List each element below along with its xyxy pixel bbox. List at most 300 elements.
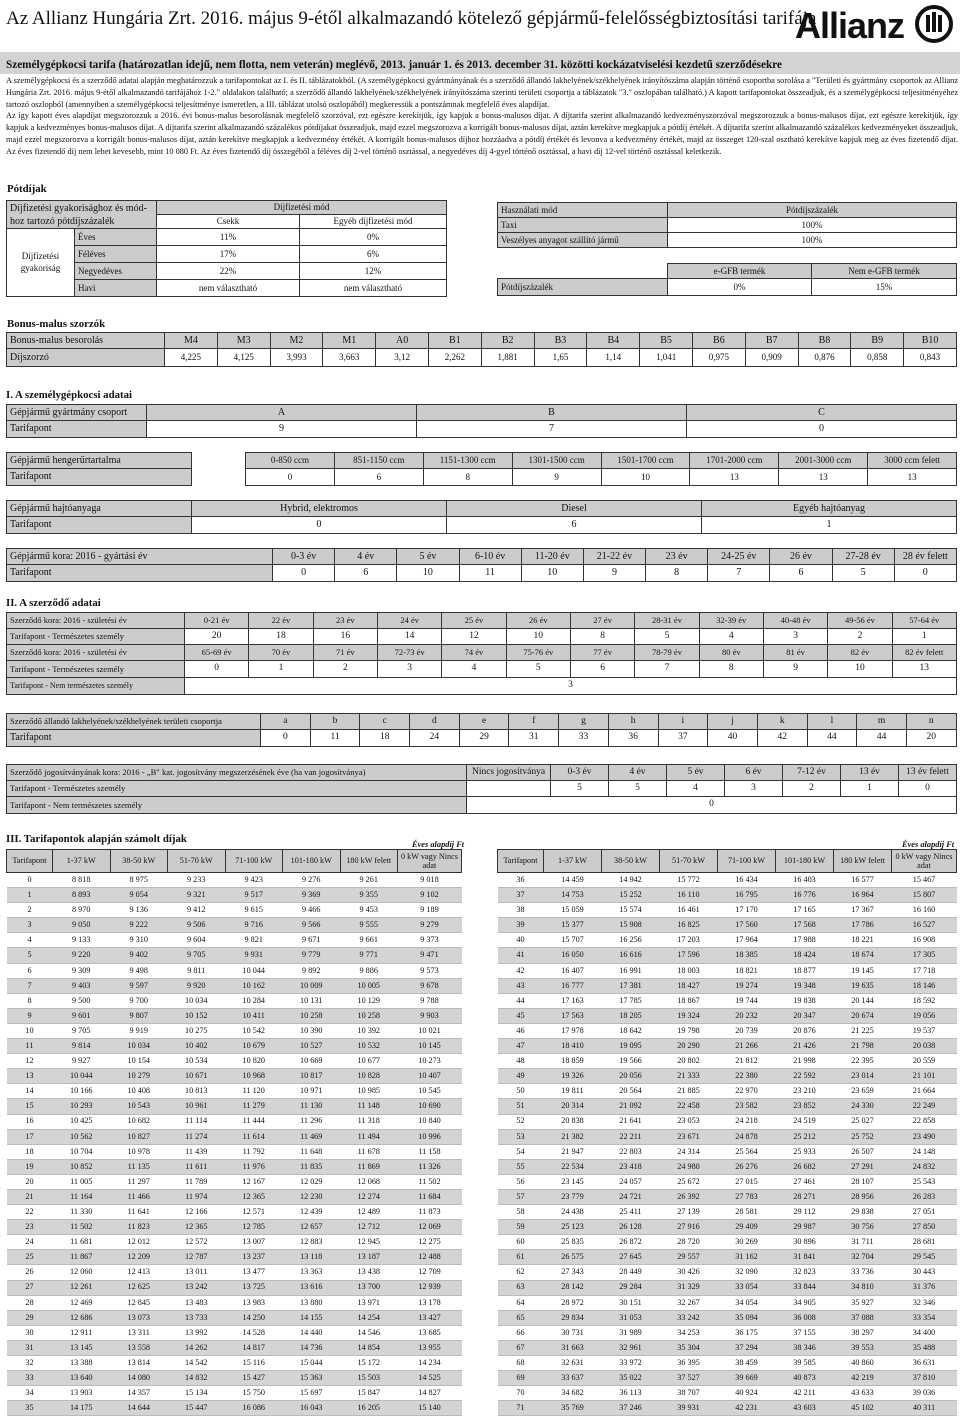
fee-value: 15 772 <box>660 873 718 888</box>
fee-tarifapont: 13 <box>7 1069 53 1084</box>
fee-value: 24 330 <box>834 1099 892 1114</box>
fee-value: 9 402 <box>110 948 168 963</box>
c-age-label: Szerződő kora: 2016 - születési év <box>7 613 185 629</box>
make-col: B <box>417 405 687 421</box>
table-row <box>7 1356 462 1371</box>
fee-value: 12 012 <box>110 1235 168 1250</box>
fee-value: 17 563 <box>544 1008 602 1023</box>
fee-value: 20 559 <box>892 1054 957 1069</box>
bm-factor: 1,65 <box>534 349 587 367</box>
fee-tarifapont: 50 <box>498 1084 544 1099</box>
c-age-pt: 3 <box>763 629 827 645</box>
fee-value: 19 744 <box>718 993 776 1008</box>
fee-value: 10 402 <box>168 1039 226 1054</box>
c-age-col: 23 év <box>313 613 377 629</box>
fee-tarifapont: 59 <box>498 1220 544 1235</box>
bm-factor: 3,12 <box>376 349 429 367</box>
fee-value: 9 661 <box>340 933 398 948</box>
table-row <box>7 1340 462 1355</box>
fee-value: 13 558 <box>110 1340 168 1355</box>
fee-value: 16 086 <box>225 1401 283 1416</box>
c-age-pt: 4 <box>442 661 506 678</box>
table-row <box>7 1280 462 1295</box>
fee-value: 40 924 <box>718 1386 776 1401</box>
fee-value: 10 996 <box>398 1129 462 1144</box>
make-group-table <box>6 404 957 438</box>
fee-tarifapont: 51 <box>498 1099 544 1114</box>
fee-value: 19 145 <box>834 963 892 978</box>
fee-value: 21 947 <box>544 1144 602 1159</box>
table-row <box>7 1250 462 1265</box>
c-age-col: 82 év felett <box>892 645 956 661</box>
fee-header: Tarifapont <box>7 850 53 873</box>
fee-value: 15 134 <box>168 1386 226 1401</box>
fee-value: 11 974 <box>168 1189 226 1204</box>
c-age-col: 24 év <box>377 613 441 629</box>
region-col: h <box>608 714 658 730</box>
gfb-value: 15% <box>812 279 957 296</box>
logo-text: Allianz <box>795 5 905 46</box>
car-age-pt: 10 <box>521 565 583 582</box>
fee-value: 14 234 <box>398 1356 462 1371</box>
fee-value: 19 537 <box>892 1023 957 1038</box>
gfb-col: e-GFB termék <box>668 264 812 279</box>
fee-value: 13 388 <box>53 1356 111 1371</box>
fee-value: 17 367 <box>834 903 892 918</box>
fee-value: 17 568 <box>776 918 834 933</box>
gfb-value: 0% <box>668 279 812 296</box>
fee-tarifapont: 7 <box>7 978 53 993</box>
fee-value: 15 059 <box>544 903 602 918</box>
fee-value: 25 212 <box>776 1129 834 1144</box>
fee-value: 11 274 <box>168 1129 226 1144</box>
fee-value: 10 682 <box>110 1114 168 1129</box>
fee-tarifapont: 54 <box>498 1144 544 1159</box>
fee-value: 25 543 <box>892 1174 957 1189</box>
fee-value: 11 502 <box>398 1174 462 1189</box>
fee-value: 19 095 <box>602 1039 660 1054</box>
fee-value: 24 218 <box>718 1114 776 1129</box>
fee-value: 9 615 <box>225 903 283 918</box>
fee-value: 9 369 <box>283 888 341 903</box>
ccm-pt: 13 <box>868 469 957 486</box>
fee-value: 12 274 <box>340 1189 398 1204</box>
fee-value: 28 581 <box>718 1205 776 1220</box>
bm-factor: 2,262 <box>428 349 481 367</box>
fee-value: 13 242 <box>168 1280 226 1295</box>
fee-value: 39 553 <box>834 1340 892 1355</box>
fee-value: 21 641 <box>602 1114 660 1129</box>
fee-value: 30 426 <box>660 1265 718 1280</box>
fee-value: 19 798 <box>660 1023 718 1038</box>
fee-value: 15 467 <box>892 873 957 888</box>
fee-value: 26 128 <box>602 1220 660 1235</box>
c-age-pt: 10 <box>506 629 570 645</box>
fee-value: 14 854 <box>340 1340 398 1355</box>
fee-header: 0 kW vagy Nincs adat <box>398 850 462 873</box>
usage-surcharge-table <box>497 202 957 248</box>
fee-value: 9 814 <box>53 1039 111 1054</box>
fee-value: 31 053 <box>602 1310 660 1325</box>
fee-value: 10 527 <box>283 1039 341 1054</box>
fee-value: 17 381 <box>602 978 660 993</box>
fee-value: 16 407 <box>544 963 602 978</box>
fee-value: 27 461 <box>776 1174 834 1189</box>
fee-value: 10 961 <box>168 1099 226 1114</box>
table-row <box>7 1310 462 1325</box>
fee-tarifapont: 21 <box>7 1189 53 1204</box>
fee-value: 20 674 <box>834 1008 892 1023</box>
fee-value: 9 779 <box>283 948 341 963</box>
fee-value: 9 453 <box>340 903 398 918</box>
bm-class-label: Bonus-malus besorolás <box>7 333 165 349</box>
fee-value: 15 574 <box>602 903 660 918</box>
table-row <box>498 1008 957 1023</box>
fee-value: 19 326 <box>544 1069 602 1084</box>
fee-value: 10 034 <box>168 993 226 1008</box>
c-age-col: 27 év <box>570 613 634 629</box>
license-pt: 5 <box>609 781 667 797</box>
fee-value: 33 972 <box>602 1356 660 1371</box>
fee-value: 30 269 <box>718 1235 776 1250</box>
table-row <box>7 1144 462 1159</box>
table-row <box>498 1084 957 1099</box>
fee-value: 13 427 <box>398 1310 462 1325</box>
fee-value: 10 279 <box>110 1069 168 1084</box>
region-col: l <box>807 714 857 730</box>
table-row <box>498 888 957 903</box>
region-col: m <box>857 714 907 730</box>
fee-value: 40 311 <box>892 1401 957 1416</box>
fee-value: 42 211 <box>776 1386 834 1401</box>
c-age-col: 72-73 év <box>377 645 441 661</box>
fee-tarifapont: 22 <box>7 1205 53 1220</box>
table-row <box>7 1189 462 1204</box>
fee-value: 26 872 <box>602 1235 660 1250</box>
fee-value: 16 776 <box>776 888 834 903</box>
fee-value: 9 261 <box>340 873 398 888</box>
car-age-col: 11-20 év <box>521 549 583 565</box>
fee-tarifapont: 31 <box>7 1340 53 1355</box>
fee-value: 11 976 <box>225 1159 283 1174</box>
fee-value: 10 284 <box>225 993 283 1008</box>
page-title: Az Allianz Hungária Zrt. 2016. május 9-étől alkalmazandó kötelező gépjármű-felelősségbiztosítási tarifája <box>6 8 817 29</box>
fuel-pt: 1 <box>702 517 957 534</box>
fee-value: 14 542 <box>168 1356 226 1371</box>
region-pt: 20 <box>906 730 956 747</box>
c-age-non-value: 3 <box>185 678 957 695</box>
fee-value: 36 175 <box>718 1325 776 1340</box>
region-pt: 37 <box>658 730 708 747</box>
fee-value: 14 262 <box>168 1340 226 1355</box>
fee-value: 18 424 <box>776 948 834 963</box>
fee-value: 12 489 <box>340 1205 398 1220</box>
fee-value: 9 920 <box>168 978 226 993</box>
fee-value: 8 893 <box>53 888 111 903</box>
fee-value: 17 964 <box>718 933 776 948</box>
fee-value: 9 919 <box>110 1023 168 1038</box>
fee-value: 14 827 <box>398 1386 462 1401</box>
fee-value: 18 221 <box>834 933 892 948</box>
table-row <box>498 978 957 993</box>
freq-row-label: Éves <box>75 229 157 246</box>
contractor-age-table <box>6 612 957 695</box>
fee-value: 9 279 <box>398 918 462 933</box>
fee-tarifapont: 71 <box>498 1401 544 1416</box>
fee-value: 16 434 <box>718 873 776 888</box>
ccm-col: 1151-1300 ccm <box>423 453 512 469</box>
fee-value: 36 631 <box>892 1356 957 1371</box>
fee-value: 16 616 <box>602 948 660 963</box>
table-row <box>7 1401 462 1416</box>
license-blank <box>467 781 551 797</box>
region-col: k <box>757 714 807 730</box>
fee-value: 10 407 <box>398 1069 462 1084</box>
fee-tarifapont: 12 <box>7 1054 53 1069</box>
fee-value: 32 267 <box>660 1295 718 1310</box>
table-row <box>498 1295 957 1310</box>
fee-value: 33 054 <box>718 1280 776 1295</box>
table-row <box>498 993 957 1008</box>
region-col: j <box>708 714 758 730</box>
fee-header: Tarifapont <box>498 850 544 873</box>
fee-value: 32 823 <box>776 1265 834 1280</box>
fee-value: 14 250 <box>225 1310 283 1325</box>
bm-factor: 0,858 <box>851 349 904 367</box>
car-age-col: 5 év <box>397 549 459 565</box>
bm-factor: 4,225 <box>165 349 218 367</box>
table-row <box>7 1039 462 1054</box>
fee-value: 15 377 <box>544 918 602 933</box>
intro-paragraph-1: A személygépkocsi és a szerződő adatai alapján meghatározzuk a tarifapontokat az I. és II. táblázatokból. (A személygépkocsi gyártmányának és a szerződő állandó lakhelyének/székhelyének irányítószáma alapján történő csoportba sorolása a "Területi és gyártmány csoportok az Allianz Hungária Zrt. 2016. május 9-étől alkalmazandó tarifájához 1-2." oldalakon található; a szerződő állandó lakhelyének/székhelyének irányítószáma szerinti területi csoportja a táblázatok "3." oszlopában található.) A kapott tarifapontokat összeadjuk, és a személygépkocsi teljesítményéhez tartozó oszlopból (amennyiben a személygépkocsi teljesítménye ismeretlen, a III. táblázat utolsó oszlopából) megkeressük a pontszámnak megfelelő éves alapdíjat. <box>6 76 958 109</box>
table-row <box>498 1205 957 1220</box>
fee-value: 16 256 <box>602 933 660 948</box>
fee-value: 9 927 <box>53 1054 111 1069</box>
c-age-label: Szerződő kora: 2016 - születési év <box>7 645 185 661</box>
fee-value: 17 718 <box>892 963 957 978</box>
fee-value: 25 564 <box>718 1144 776 1159</box>
car-age-label: Gépjármű kora: 2016 - gyártási év <box>7 549 273 565</box>
fee-value: 11 494 <box>340 1129 398 1144</box>
fee-value: 10 166 <box>53 1084 111 1099</box>
table-row <box>7 903 462 918</box>
ccm-col: 3000 ccm felett <box>868 453 957 469</box>
fee-tarifapont: 44 <box>498 993 544 1008</box>
fee-value: 13 011 <box>168 1265 226 1280</box>
fee-value: 30 756 <box>834 1220 892 1235</box>
license-col: Nincs jogosítványa <box>467 765 551 781</box>
c-age-col: 0-21 év <box>185 613 249 629</box>
fee-tarifapont: 68 <box>498 1356 544 1371</box>
car-data-heading: I. A személygépkocsi adatai <box>6 389 132 401</box>
fee-value: 18 205 <box>602 1008 660 1023</box>
fee-value: 28 681 <box>892 1235 957 1250</box>
fee-value: 9 403 <box>53 978 111 993</box>
fee-value: 9 498 <box>110 963 168 978</box>
fee-value: 11 466 <box>110 1189 168 1204</box>
bm-factor: 0,876 <box>798 349 851 367</box>
c-age-tp-nat: Tarifapont - Természetes személy <box>7 629 185 645</box>
fees-heading: III. Tarifapontok alapján számolt díjak <box>6 833 187 845</box>
gfb-label: Pótdíjszázalék <box>498 279 668 296</box>
fee-value: 21 225 <box>834 1023 892 1038</box>
region-pt: 44 <box>807 730 857 747</box>
table-row <box>498 1386 957 1401</box>
ccm-pt: 8 <box>423 469 512 486</box>
fee-tarifapont: 17 <box>7 1129 53 1144</box>
fee-header: 1-37 kW <box>53 850 111 873</box>
bm-factor: 1,881 <box>481 349 534 367</box>
fee-tarifapont: 64 <box>498 1295 544 1310</box>
fee-value: 26 276 <box>718 1159 776 1174</box>
bm-class: A0 <box>376 333 429 349</box>
fee-value: 25 752 <box>834 1129 892 1144</box>
fee-value: 9 050 <box>53 918 111 933</box>
fee-tarifapont: 43 <box>498 978 544 993</box>
fee-value: 10 677 <box>340 1054 398 1069</box>
fee-value: 18 674 <box>834 948 892 963</box>
bm-class: B6 <box>692 333 745 349</box>
fee-value: 26 682 <box>776 1159 834 1174</box>
fee-value: 13 616 <box>283 1280 341 1295</box>
table-row <box>7 1054 462 1069</box>
c-age-col: 82 év <box>828 645 892 661</box>
fee-value: 42 219 <box>834 1371 892 1386</box>
fee-tarifapont: 39 <box>498 918 544 933</box>
fee-value: 36 008 <box>776 1310 834 1325</box>
fee-value: 12 787 <box>168 1250 226 1265</box>
fee-tarifapont: 1 <box>7 888 53 903</box>
fee-tarifapont: 29 <box>7 1310 53 1325</box>
fee-value: 29 987 <box>776 1220 834 1235</box>
fee-value: 12 488 <box>398 1250 462 1265</box>
fee-value: 12 709 <box>398 1265 462 1280</box>
fee-value: 29 557 <box>660 1250 718 1265</box>
fee-value: 13 477 <box>225 1265 283 1280</box>
fee-value: 9 133 <box>53 933 111 948</box>
car-age-col: 26 év <box>770 549 832 565</box>
fee-tarifapont: 18 <box>7 1144 53 1159</box>
c-age-col: 78-79 év <box>635 645 699 661</box>
fee-value: 10 005 <box>340 978 398 993</box>
fee-header: 101-180 kW <box>776 850 834 873</box>
fee-value: 14 546 <box>340 1325 398 1340</box>
use-label: Veszélyes anyagot szállító jármű <box>498 233 668 248</box>
fee-value: 19 811 <box>544 1084 602 1099</box>
fee-value: 18 821 <box>718 963 776 978</box>
fee-value: 35 488 <box>892 1340 957 1355</box>
fee-value: 12 939 <box>398 1280 462 1295</box>
license-col: 5 év <box>667 765 725 781</box>
fee-value: 10 044 <box>53 1069 111 1084</box>
bm-factor: 0,843 <box>904 349 957 367</box>
fee-value: 28 956 <box>834 1189 892 1204</box>
table-row <box>7 978 462 993</box>
fee-tarifapont: 26 <box>7 1265 53 1280</box>
region-pt: 33 <box>559 730 609 747</box>
fee-value: 38 707 <box>660 1386 718 1401</box>
license-col: 6 év <box>725 765 783 781</box>
fee-value: 12 029 <box>283 1174 341 1189</box>
use-header: Pótdíjszázalék <box>668 203 957 218</box>
table-row <box>7 1205 462 1220</box>
fee-value: 22 803 <box>602 1144 660 1159</box>
region-pt: 31 <box>509 730 559 747</box>
fee-value: 25 672 <box>660 1174 718 1189</box>
annual-fee-note-left: Éves alapdíj Ft <box>412 840 465 849</box>
license-pt: 2 <box>783 781 841 797</box>
table-row <box>498 1220 957 1235</box>
fee-value: 17 988 <box>776 933 834 948</box>
fee-value: 21 426 <box>776 1039 834 1054</box>
fee-tarifapont: 16 <box>7 1114 53 1129</box>
fee-value: 11 120 <box>225 1084 283 1099</box>
fee-value: 22 380 <box>718 1069 776 1084</box>
fee-value: 10 562 <box>53 1129 111 1144</box>
c-age-pt: 0 <box>185 661 249 678</box>
license-pt: 3 <box>725 781 783 797</box>
fee-value: 33 637 <box>544 1371 602 1386</box>
fee-value: 11 135 <box>110 1159 168 1174</box>
table-row <box>7 1174 462 1189</box>
c-age-pt: 2 <box>828 629 892 645</box>
fee-value: 11 297 <box>110 1174 168 1189</box>
c-age-pt: 18 <box>249 629 313 645</box>
fee-value: 29 545 <box>892 1250 957 1265</box>
c-age-pt: 5 <box>506 661 570 678</box>
fee-value: 14 736 <box>283 1340 341 1355</box>
license-col: 13 év felett <box>899 765 957 781</box>
fee-value: 19 348 <box>776 978 834 993</box>
fee-value: 20 838 <box>544 1114 602 1129</box>
fee-value: 15 707 <box>544 933 602 948</box>
region-col: b <box>310 714 360 730</box>
fee-value: 28 271 <box>776 1189 834 1204</box>
table-row <box>498 933 957 948</box>
c-age-col: 81 év <box>763 645 827 661</box>
table-row <box>7 918 462 933</box>
fee-value: 9 604 <box>168 933 226 948</box>
region-col: f <box>509 714 559 730</box>
fee-value: 12 365 <box>168 1220 226 1235</box>
fee-tarifapont: 37 <box>498 888 544 903</box>
fee-value: 12 068 <box>340 1174 398 1189</box>
freq-row-label: Negyedéves <box>75 263 157 280</box>
car-age-col: 23 év <box>646 549 708 565</box>
fee-value: 24 057 <box>602 1174 660 1189</box>
table-row <box>7 1159 462 1174</box>
fee-value: 15 697 <box>283 1386 341 1401</box>
region-col: a <box>261 714 311 730</box>
region-pt: 40 <box>708 730 758 747</box>
fee-value: 13 903 <box>53 1386 111 1401</box>
fee-value: 9 018 <box>398 873 462 888</box>
fee-tarifapont: 3 <box>7 918 53 933</box>
fee-value: 10 044 <box>225 963 283 978</box>
c-age-pt: 6 <box>570 661 634 678</box>
table-row <box>7 1023 462 1038</box>
ccm-pt: 10 <box>601 469 690 486</box>
fee-value: 20 802 <box>660 1054 718 1069</box>
c-age-pt: 2 <box>313 661 377 678</box>
fee-value: 12 230 <box>283 1189 341 1204</box>
fee-value: 25 027 <box>834 1114 892 1129</box>
fee-value: 23 852 <box>776 1099 834 1114</box>
fee-value: 15 363 <box>283 1371 341 1386</box>
fee-value: 16 050 <box>544 948 602 963</box>
ccm-pt: 13 <box>779 469 868 486</box>
region-col: e <box>459 714 509 730</box>
